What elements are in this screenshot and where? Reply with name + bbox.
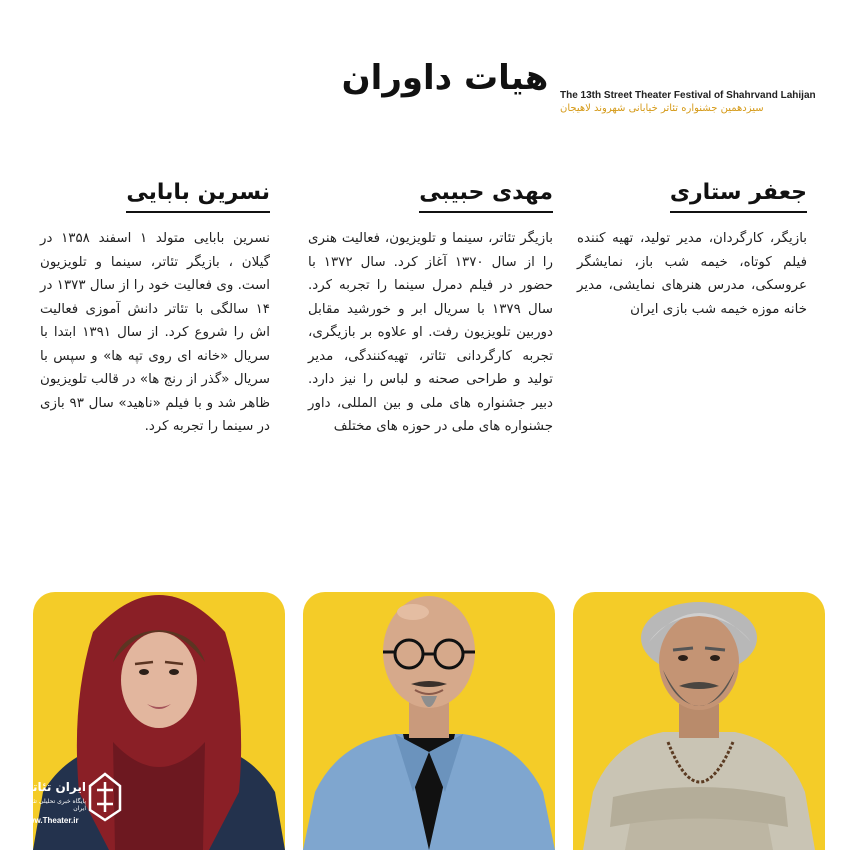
jury-bio-3: نسرین بابایی متولد ۱ اسفند ۱۳۵۸ در گیلان ، بازیگر تئاتر، سینما و تلویزیون است. وی فعالیت خود را از سال ۱۳۷۳ در ۱۴ سالگی با تئاتر دانش آموزی فعالیت اش را شروع کرد. از سال ۱۳۹۱ ابتدا با سریال «خانه ای روی تپه ها» و سپس با سریال «گذر از رنج ها» در قالب تلویزیون ظاهر شد و با فیلم «ناهید» سال ۹۳ بازی در سینما را تجربه کرد. [40, 231, 271, 434]
page-title: هیات داوران [341, 58, 549, 98]
portrait-jafar-sattari [573, 592, 825, 850]
festival-title-english: The 13th Street Theater Festival of Shahrvand Lahijan [560, 90, 816, 101]
portrait-panel-1 [573, 592, 825, 850]
jury-name-2: مهدی حبیبی [419, 180, 553, 213]
theater-logo-icon [88, 772, 122, 822]
jury-member-3 [40, 180, 270, 439]
jury-bio-2: بازیگر تئاتر، سینما و تلویزیون، فعالیت هنری را از سال ۱۳۷۰ آغاز کرد. سال ۱۳۷۲ با حضور در فیلم دمرل سینما را تجربه کرد. سال ۱۳۷۹ با سریال ابر و خورشید مقابل دوربین تلویزیون رفت. او علاوه بر بازیگری، تجربه کارگردانی تئاتر، تهیه‌کنندگی، مدیر تولید و طراحی صحنه و لباس را نیز دارد. دبیر جشنواره های ملی و بین المللی، داور جشنواره های ملی در حوزه های مختلف [308, 231, 553, 434]
logo-name: ایران تئاتر [25, 780, 86, 794]
iran-theater-logo [20, 772, 130, 832]
jury-member-1 [577, 180, 807, 321]
jury-name-3: نسرین بابایی [126, 180, 270, 213]
jury-name-1: جعفر ستاری [670, 180, 807, 213]
festival-title-persian: سیزدهمین جشنواره تئاتر خیابانی شهروند لاهیجان [560, 103, 764, 114]
logo-subtitle: پایگاه خبری تحلیلی تئاتر ایران [26, 798, 86, 812]
portrait-mehdi-habibi [303, 592, 555, 850]
jury-member-2 [308, 180, 553, 439]
portrait-panel-2 [303, 592, 555, 850]
jury-bio-1: بازیگر، کارگردان، مدیر تولید، تهیه کننده فیلم کوتاه، خیمه شب باز، نمایشگر عروسکی، مدرس هنرهای نمایشی، مدیر خانه موزه خیمه شب بازی ایران [577, 231, 807, 317]
logo-url: www.Theater.ir [22, 816, 79, 825]
